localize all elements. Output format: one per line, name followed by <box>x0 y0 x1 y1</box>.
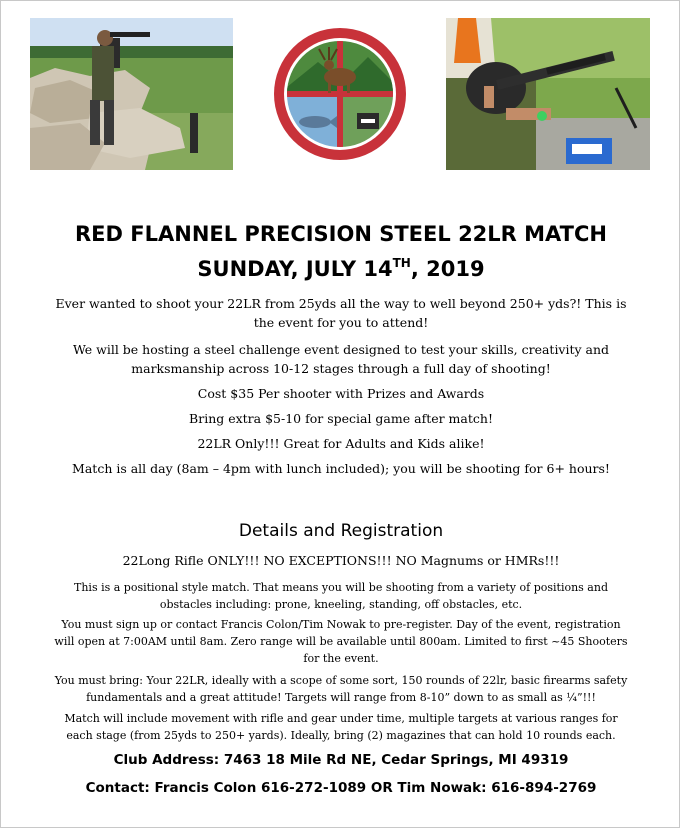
signup-paragraph <box>41 616 641 667</box>
hosting-paragraph <box>41 340 641 378</box>
contact-info: Contact: Francis Colon 616-272-1089 OR Tim Nowak: 616-894-2769 <box>85 780 597 796</box>
rifle-only-line: 22Long Rifle ONLY!!! NO EXCEPTIONS!!! NO Magnums or HMRs!!! <box>122 553 560 568</box>
signup-line: You must sign up or contact Francis Colon/Tim Nowak to pre-register. Day of the event, registration <box>61 618 621 631</box>
extra-line: Bring extra $5-10 for special game after match! <box>189 411 493 426</box>
positional-line: obstacles including: prone, kneeling, standing, off obstacles, etc. <box>159 598 523 611</box>
photo-shooter-with-rifle <box>446 18 650 170</box>
bring-line: fundamentals and a great attitude! Targets will range from 8-10” down to as small as ¼”!!! <box>86 691 596 704</box>
event-title: RED FLANNEL PRECISION STEEL 22LR MATCH <box>75 222 607 246</box>
intro-line: the event for you to attend! <box>253 315 429 330</box>
club-address: Club Address: 7463 18 Mile Rd NE, Cedar Springs, MI 49319 <box>113 752 569 768</box>
allday-line: Match is all day (8am – 4pm with lunch included); you will be shooting for 6+ hours! <box>72 461 610 476</box>
cost-line: Cost $35 Per shooter with Prizes and Awards <box>197 386 485 401</box>
date-main: SUNDAY, JULY 14 <box>197 257 393 281</box>
photo-shooter-on-rocks <box>30 18 233 170</box>
only-line: 22LR Only!!! Great for Adults and Kids alike! <box>197 436 485 451</box>
date-year: , 2019 <box>410 257 485 281</box>
bring-line: You must bring: Your 22LR, ideally with a scope of some sort, 150 rounds of 22lr, basic firearms safety <box>54 674 628 687</box>
details-heading: Details and Registration <box>238 521 444 541</box>
movement-line: Match will include movement with rifle and gear under time, multiple targets at various ranges for <box>64 712 618 725</box>
positional-line: This is a positional style match. That means you will be shooting from a variety of positions and <box>74 581 608 594</box>
signup-line: will open at 7:00AM until 8am. Zero range will be available until 800am. Limited to first ~45 Shooters <box>54 635 628 648</box>
date-suffix: TH <box>392 256 411 270</box>
hosting-line: We will be hosting a steel challenge event designed to test your skills, creativity and <box>72 342 610 357</box>
signup-line: for the event. <box>303 652 379 665</box>
hosting-line: marksmanship across 10-12 stages through a full day of shooting! <box>131 361 551 376</box>
intro-line: Ever wanted to shoot your 22LR from 25yds all the way to well beyond 250+ yds?! This is <box>55 296 627 311</box>
movement-paragraph <box>41 710 641 744</box>
bring-paragraph <box>41 672 641 706</box>
club-logo <box>273 27 407 161</box>
positional-paragraph <box>41 579 641 613</box>
event-date <box>1 256 681 281</box>
movement-line: each stage (from 25yds to 250+ yards). Ideally, bring (2) magazines that can hold 10 rounds each. <box>66 729 616 742</box>
intro-paragraph <box>41 294 641 332</box>
